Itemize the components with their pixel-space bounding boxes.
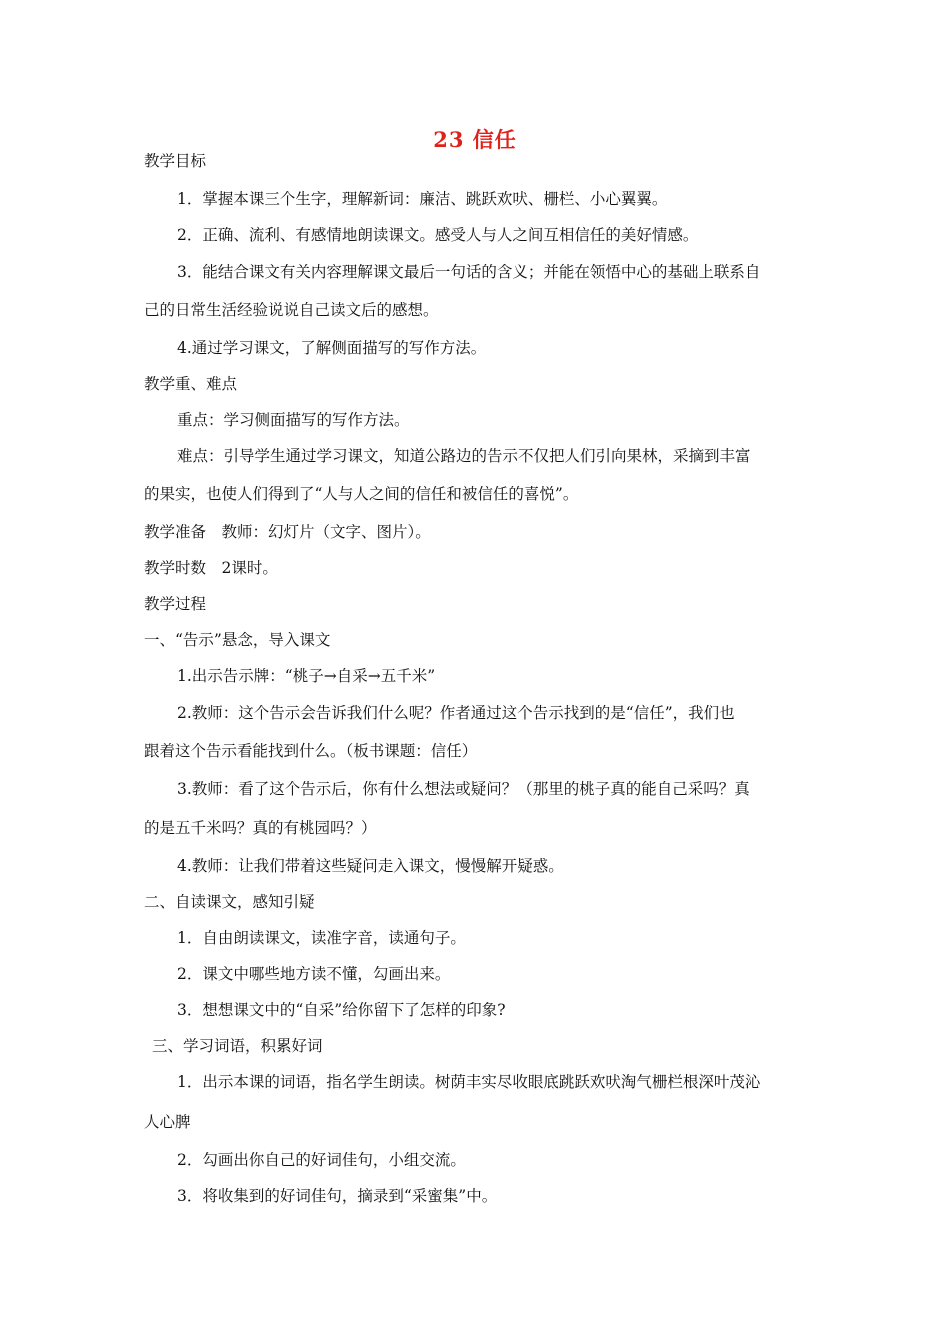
paragraph-line: 跟着这个告示看能找到什么。（板书课题：信任） [144, 742, 478, 760]
section-heading-hours: 教学时数 2课时。 [144, 559, 278, 577]
paragraph-line: 1．自由朗读课文，读准字音，读通句子。 [177, 929, 466, 947]
section-heading-preparation: 教学准备 教师：幻灯片（文字、图片）。 [144, 523, 431, 541]
section-heading-key-points: 教学重、难点 [144, 375, 238, 393]
paragraph-line: 2．正确、流利、有感情地朗读课文。感受人与人之间互相信任的美好情感。 [177, 226, 699, 244]
paragraph-line: 难点：引导学生通过学习课文，知道公路边的告示不仅把人们引向果林，采摘到丰富 [177, 447, 751, 465]
paragraph-line: 的是五千米吗？真的有桃园吗？） [144, 819, 377, 837]
paragraph-line: 2．课文中哪些地方读不懂，勾画出来。 [177, 965, 451, 983]
paragraph-line: 1．掌握本课三个生字，理解新词：廉洁、跳跃欢吠、栅栏、小心翼翼。 [177, 190, 668, 208]
paragraph-line: 3．能结合课文有关内容理解课文最后一句话的含义；并能在领悟中心的基础上联系自 [177, 263, 761, 281]
paragraph-line: 3．想想课文中的“自采”给你留下了怎样的印象? [177, 1001, 506, 1019]
paragraph-line: 2.教师：这个告示会告诉我们什么呢？作者通过这个告示找到的是“信任”，我们也 [177, 704, 735, 722]
subsection-heading-1: 一、“告示”悬念，导入课文 [144, 631, 331, 649]
paragraph-line: 己的日常生活经验说说自己读文后的感想。 [144, 301, 439, 319]
paragraph-line: 3.教师：看了这个告示后，你有什么想法或疑问？（那里的桃子真的能自己采吗？真 [177, 780, 750, 798]
paragraph-line: 1．出示本课的词语，指名学生朗读。树荫丰实尽收眼底跳跃欢吠淘气栅栏根深叶茂沁 [177, 1073, 761, 1091]
subsection-heading-2: 二、自读课文，感知引疑 [144, 893, 315, 911]
section-heading-objectives: 教学目标 [144, 152, 207, 170]
paragraph-line: 3．将收集到的好词佳句，摘录到“采蜜集”中。 [177, 1187, 498, 1205]
paragraph-line: 1.出示告示牌：“桃子→自采→五千米” [177, 667, 436, 685]
paragraph-line: 重点：学习侧面描写的写作方法。 [177, 411, 410, 429]
paragraph-line: 4.通过学习课文，了解侧面描写的写作方法。 [177, 339, 487, 357]
paragraph-line: 4.教师：让我们带着这些疑问走入课文，慢慢解开疑惑。 [177, 857, 564, 875]
section-heading-process: 教学过程 [144, 595, 207, 613]
subsection-heading-3: 三、学习词语，积累好词 [152, 1037, 323, 1055]
document-title: 23 信任 [433, 127, 517, 152]
paragraph-line: 2．勾画出你自己的好词佳句，小组交流。 [177, 1151, 466, 1169]
paragraph-line: 的果实，也使人们得到了“人与人之间的信任和被信任的喜悦”。 [144, 485, 579, 503]
paragraph-line: 人心脾 [144, 1113, 191, 1131]
